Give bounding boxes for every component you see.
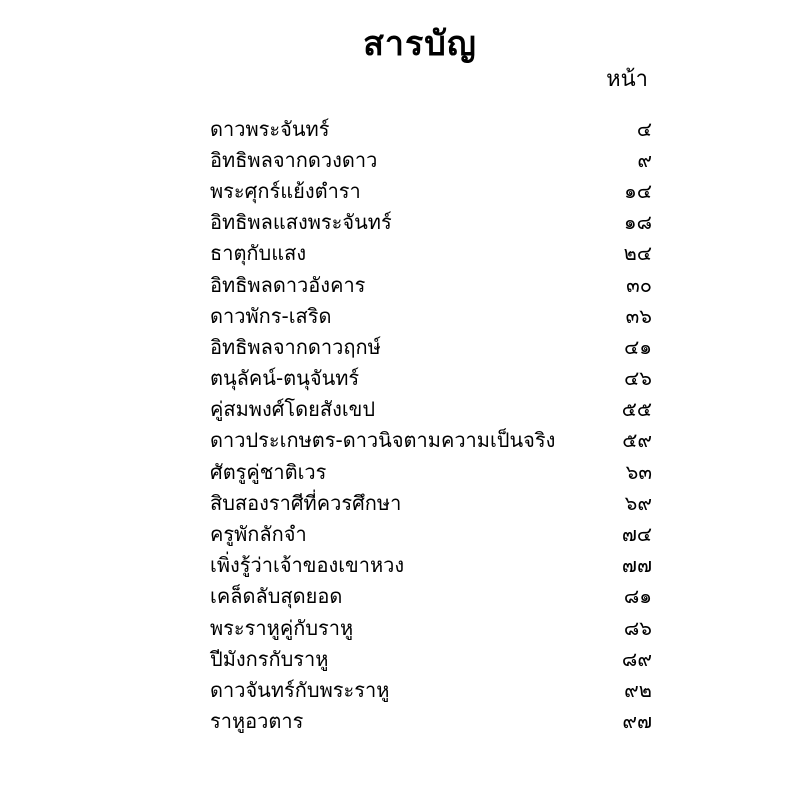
toc-entry-title: ปีมังกรกับราหู xyxy=(210,646,329,671)
toc-entry-page: ๔๑ xyxy=(624,334,652,359)
toc-row xyxy=(210,487,652,518)
toc-entry-page: ๘๙ xyxy=(621,646,652,671)
toc-row xyxy=(210,643,652,674)
toc-row xyxy=(210,581,652,612)
toc-entry-page: ๖๙ xyxy=(624,490,652,515)
page-column-header: หน้า xyxy=(606,67,648,92)
toc-entry-title: เพิ่งรู้ว่าเจ้าของเขาหวง xyxy=(210,553,405,578)
toc-entry-page: ๗๗ xyxy=(621,553,652,578)
toc-entry-page: ๑๘ xyxy=(623,210,652,235)
toc-entry-title: คู่สมพงศ์โดยสังเขป xyxy=(210,397,376,422)
toc-entry-title: สิบสองราศีที่ควรศึกษา xyxy=(210,490,402,515)
toc-row xyxy=(210,394,652,425)
toc-entry-title: ศัตรูคู่ชาติเวร xyxy=(210,459,327,484)
toc-entry-page: ๑๔ xyxy=(624,178,652,203)
toc-entry-title: ดาวพระจันทร์ xyxy=(210,116,330,141)
toc-entry-title: อิทธิพลแสงพระจันทร์ xyxy=(210,210,392,235)
toc-row xyxy=(210,144,652,175)
toc-entry-title: อิทธิพลดาวอังคาร xyxy=(210,272,366,297)
toc-row xyxy=(210,674,652,705)
toc-entry-title: ดาวจันทร์กับพระราหู xyxy=(210,677,390,702)
toc-entry-title: ราหูอวตาร xyxy=(210,709,304,734)
toc-entry-title: เคล็ดลับสุดยอด xyxy=(210,584,343,609)
toc-row xyxy=(210,207,652,238)
toc-entry-title: อิทธิพลจากดาวฤกษ์ xyxy=(210,334,381,359)
toc-entry-title: ดาวพักร-เสริด xyxy=(210,303,332,328)
toc-entry-page: ๙ xyxy=(637,147,652,172)
toc-row xyxy=(210,331,652,362)
toc-entry-page: ๘๑ xyxy=(623,584,652,609)
toc-entry-title: ดาวประเกษตร-ดาวนิจตามความเป็นจริง xyxy=(210,428,556,453)
toc-row xyxy=(210,300,652,331)
toc-row xyxy=(210,518,652,549)
toc-entry-page: ๓๐ xyxy=(626,272,652,297)
toc-row xyxy=(210,456,652,487)
toc-row xyxy=(210,550,652,581)
toc-row xyxy=(210,363,652,394)
toc-entry-page: ๘๖ xyxy=(623,615,652,640)
toc-entry-title: ครูพักลักจำ xyxy=(210,522,307,547)
toc-entry-page: ๔ xyxy=(636,116,652,141)
toc-entry-title: พระศุกร์แย้งตำรา xyxy=(210,178,361,203)
toc-list xyxy=(210,113,652,737)
toc-entry-page: ๓๖ xyxy=(625,303,652,328)
toc-entry-page: ๔๖ xyxy=(624,366,652,391)
toc-entry-title: อิทธิพลจากดวงดาว xyxy=(210,147,378,172)
toc-entry-title: ธาตุกับแสง xyxy=(210,241,307,266)
toc-row xyxy=(210,612,652,643)
toc-row xyxy=(210,238,652,269)
toc-row xyxy=(210,113,652,144)
toc-entry-page: ๒๔ xyxy=(623,241,652,266)
toc-entry-page: ๕๙ xyxy=(622,428,652,453)
toc-entry-page: ๙๒ xyxy=(624,677,652,702)
toc-row xyxy=(210,269,652,300)
toc-entry-page: ๗๔ xyxy=(621,522,652,547)
toc-row xyxy=(210,175,652,206)
page-title: สารบัญ xyxy=(363,24,477,64)
toc-entry-page: ๕๕ xyxy=(621,397,652,422)
toc-entry-page: ๙๗ xyxy=(622,709,652,734)
toc-row xyxy=(210,706,652,737)
toc-entry-title: พระราหูคู่กับราหู xyxy=(210,615,354,640)
toc-entry-title: ตนุลัคน์-ตนุจันทร์ xyxy=(210,366,360,391)
toc-entry-page: ๖๓ xyxy=(625,459,652,484)
toc-row xyxy=(210,425,652,456)
